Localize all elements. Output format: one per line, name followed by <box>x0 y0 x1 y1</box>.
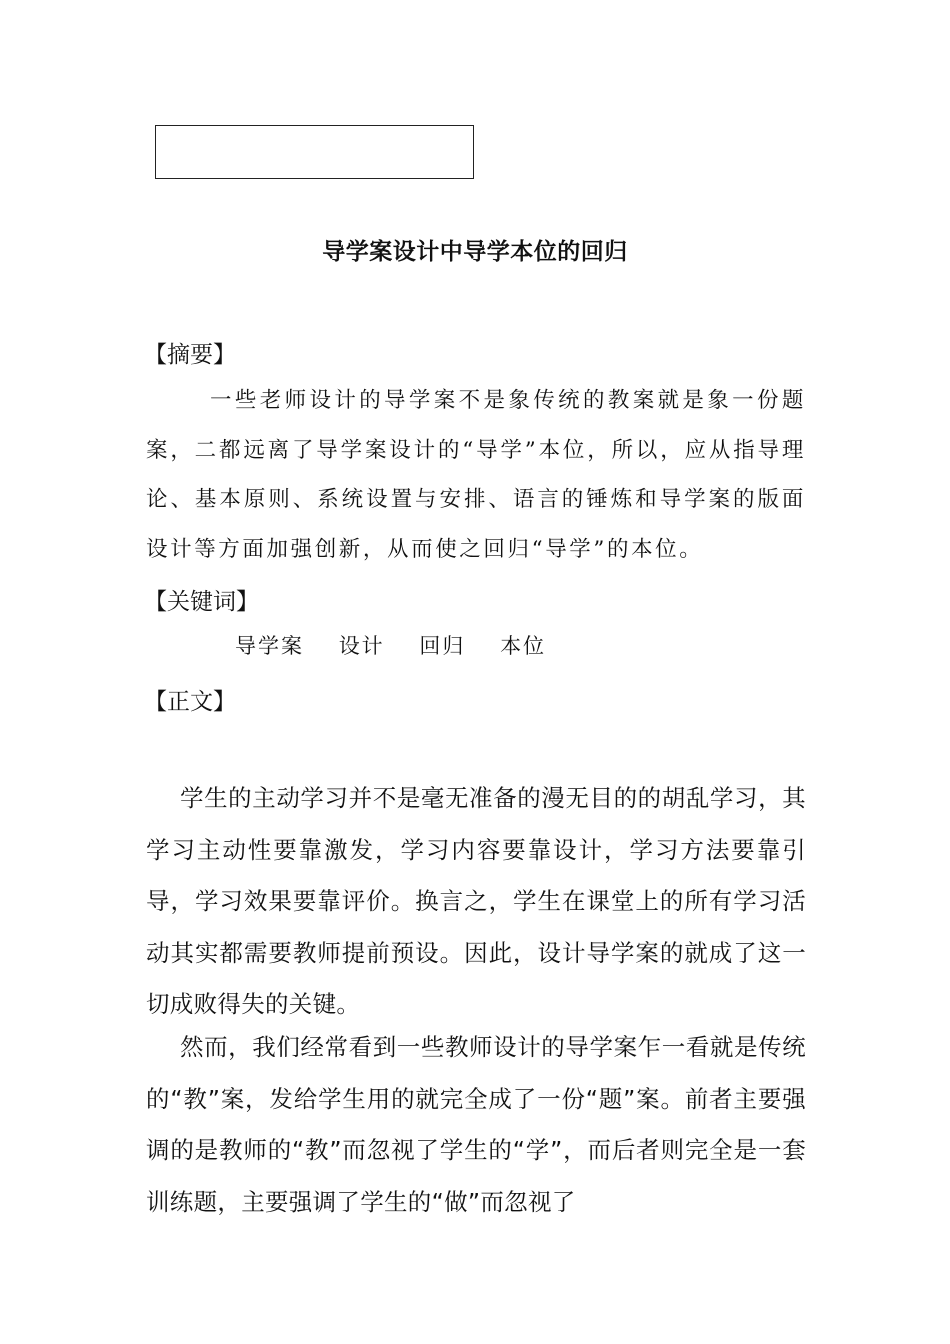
keyword-item: 本位 <box>500 634 547 658</box>
document-title: 导学案设计中导学本位的回归 <box>322 239 628 265</box>
keywords-list <box>235 630 572 660</box>
abstract-label: 【摘要】 <box>144 342 236 368</box>
body-label: 【正文】 <box>144 689 236 715</box>
keyword-item: 回归 <box>419 634 466 658</box>
abstract-text: 一些老师设计的导学案不是象传统的教案就是象一份题案，二都远离了导学案设计的“导学”本位，所以，应从指导理论、基本原则、系统设置与安排、语言的锤炼和导学案的版面设计等方面加强创新，从而使之回归“导学”的本位。 <box>146 388 806 562</box>
keyword-item: 设计 <box>338 634 385 658</box>
empty-header-box <box>155 125 474 179</box>
body-paragraph: 学生的主动学习并不是毫无准备的漫无目的的胡乱学习，其学习主动性要靠激发，学习内容要靠设计，学习方法要靠引导，学习效果要靠评价。换言之，学生在课堂上的所有学习活动其实都需要教师提前预设。因此，设计导学案的就成了这一切成败得失的关键。 <box>146 784 806 1018</box>
keywords-label: 【关键词】 <box>144 589 259 615</box>
keyword-item: 导学案 <box>235 634 304 658</box>
body-paragraph: 然而，我们经常看到一些教师设计的导学案乍一看就是传统的“教”案，发给学生用的就完全成了一份“题”案。前者主要强调的是教师的“教”而忽视了学生的“学”，而后者则完全是一套训练题，主要强调了学生的“做”而忽视了 <box>146 1033 806 1216</box>
